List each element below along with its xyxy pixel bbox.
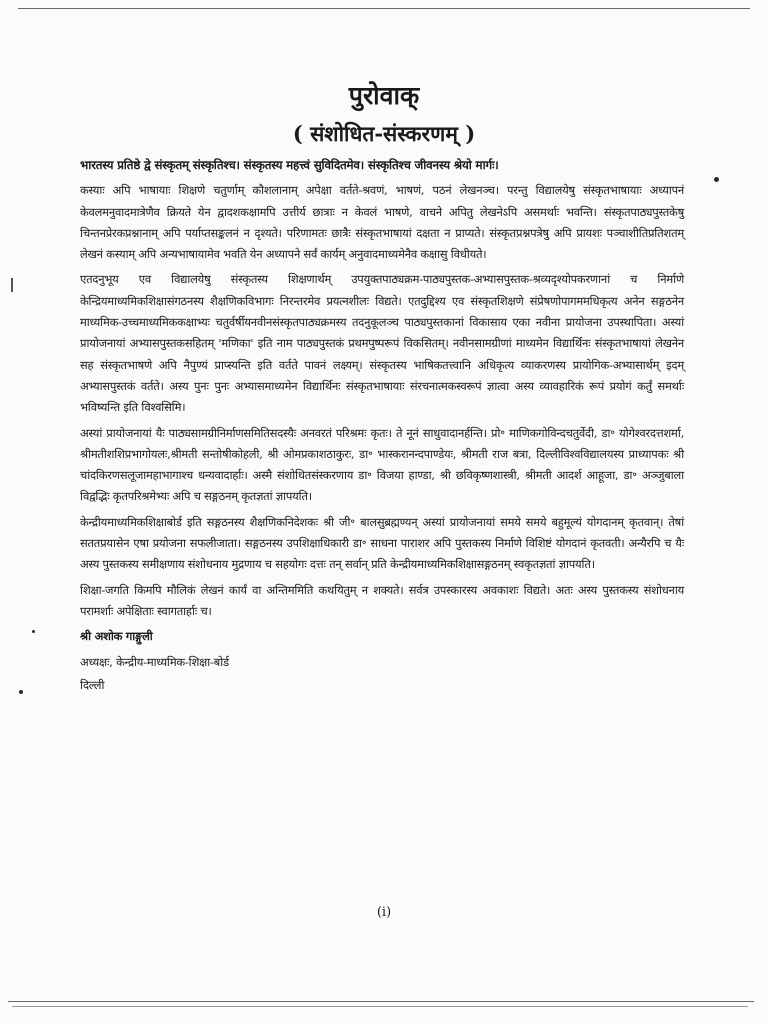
scan-speck	[32, 630, 35, 633]
page-title: पुरोवाक्	[348, 81, 420, 110]
scan-speck	[714, 177, 719, 182]
page-subtitle: ( संशोधित-संस्करणम् )	[292, 121, 476, 146]
margin-mark	[11, 278, 13, 292]
scan-speck	[19, 690, 23, 694]
page-number: (i)	[376, 905, 392, 920]
paragraph: कस्याः अपि भाषायाः शिक्षणे चतुर्णाम् कौशलानाम् अपेक्षा वर्तते-श्रवणं, भाषणं, पठनं लेखनञ्च। परन्तु विद्यालयेषु संस्कृतभाषायाः अध्यापनं केवलमनुवादमात्रेणैव क्रियते येन द्वादशकक्षामपि उत्तीर्य छात्राः न केवलं भाषणे, वाचने अपितु लेखनेऽपि असमर्थाः भवन्ति। संस्कृतपाठ्यपुस्तकेषु चिन्तनप्रेरकप्रश्नानाम् अपि पर्याप्तसङ्कलनं न दृश्यते। परिणामतः छात्रैः संस्कृतभाषायां दक्षता न प्राप्यते। संस्कृतप्रश्नपत्रेषु अपि प्रायशः पञ्चाशीतिप्रतिशतम् लेखनं कस्याम् अपि अन्यभाषायामेव भवति येन अध्यापने सर्वं कार्यम् अनुवादमाध्यमेनैव कक्षासु विधीयते।	[80, 183, 684, 262]
paragraph: अस्यां प्रायोजनायां यैः पाठ्यसामग्रीनिर्माणसमितिसदस्यैः अनवरतं परिश्रमः कृतः। ते नूनं साधुवादानर्हन्ति। प्रो॰ माणिकगोविन्दचतुर्वेदी, डा॰ योगेश्वरदत्तशर्मा, श्रीमतीशशिप्रभागोयलः,श्रीमती सन्तोषीकोहली, श्री ओमप्रकाशठाकुरः, डा॰ भास्करानन्दपाण्डेयः, श्रीमती राज बत्रा, दिल्लीविश्वविद्यालयस्य प्राध्यापकः श्री चांदकिरणसलूजामहाभागाश्च धन्यवादार्हाः। अस्मै संशोधितसंस्करणाय डा॰ विजया हाण्डा, श्री छविकृष्णशास्त्री, श्रीमती आदर्श आहूजा, डा॰ अञ्जुबाला विद्वद्भिः कृतपरिश्रमेभ्यः अपि च सङ्गठनम् कृतज्ञतां ज्ञापयति।	[80, 425, 684, 504]
paragraph: एतदनुभूय एव विद्यालयेषु संस्कृतस्य शिक्षणार्थम् उपयुक्तपाठ्यक्रम-पाठ्यपुस्तक-अभ्यासपुस्तक-श्रव्यदृश्योपकरणानां च निर्माणे केन्द्रियमाध्यमिकशिक्षासंगठनस्य शैक्षणिकविभागः निरन्तरमेव प्रयत्नशीलः विद्यते। एतदुद्दिश्य एव संस्कृतशिक्षणे संप्रेषणोपागममधिकृत्य अनेन सङ्गठनेन माध्यमिक-उच्चमाध्यमिककक्षाभ्यः चतुर्वर्षीयनवीनसंस्कृतपाठ्यक्रमस्य तदनुकूलञ्च पाठ्यपुस्तकानां विकासाय एका नवीना प्रायोजना उपस्थापिता। अस्यां प्रायोजनायां अभ्यासपुस्तकसहितम् 'मणिका' इति नाम पाठ्यपुस्तकं प्रथमपुष्परूपं विकसितम्। नवीनसामग्रीणां माध्यमेन विद्यार्थिनः संस्कृतभाषायां लेखनेन सह संस्कृतभाषणे अपि नैपुण्यं प्राप्स्यन्ति इति वर्तते पावनं लक्ष्यम्। संस्कृतस्य भाषिकतत्त्वानि अधिकृत्य व्याकरणस्य प्रायोगिक-अभ्यासार्थम् इदम् अभ्यासपुस्तकं वर्तते। अस्य पुनः पुनः अभ्यासमाध्यमेन विद्यार्थिनः संस्कृतभाषायाः संरचनात्मकस्वरूपं ज्ञात्वा अस्य व्यावहारिकं रूपं प्रयोगं कर्तुं समर्थाः भविष्यन्ति इति विश्वसिमि।	[80, 272, 684, 415]
signatory-place: दिल्ली	[80, 677, 105, 692]
paragraph: शिक्षा-जगति किमपि मौलिकं लेखनं कार्यं वा अन्तिममिति कथयितुम् न शक्यते। सर्वत्र उपस्कारस्य अवकाशः विद्यते। अतः अस्य पुस्तकस्य संशोधनाय परामर्शाः अपेक्षिताः स्वागतार्हाः च।	[80, 582, 684, 618]
preface-body	[80, 155, 684, 698]
bottom-rule	[8, 1001, 754, 1002]
paragraph: केन्द्रीयमाध्यमिकशिक्षाबोर्ड इति सङ्गठनस्य शैक्षणिकनिदेशकः श्री जी॰ बालसुब्रह्मण्यन् अस्यां प्रायोजनायां समये समये बहुमूल्यं योगदानम् कृतवान्। तेषां सततप्रयासेन एषा प्रयोजना सफलीजाता। सङ्गठनस्य उपशिक्षाधिकारी डा॰ साधना पाराशर अपि पुस्तकस्य निर्माणे विशिष्टं योगदानं कृतवती। अन्यैरपि च यैः अस्य पुस्तकस्य समीक्षणाय संशोधनाय मुद्रणाय च सहयोगः दत्तः तन् सर्वान् प्रति केन्द्रीयमाध्यमिकशिक्षासङ्गठनम् स्वकृतज्ञतां ज्ञापयति।	[80, 514, 684, 572]
bottom-rule-secondary	[12, 1006, 748, 1007]
lead-sentence: भारतस्य प्रतिष्ठे द्वे संस्कृतम् संस्कृतिश्च। संस्कृतस्य महत्त्वं सुविदितमेव। संस्कृतिश्च जीवनस्य श्रेयो मार्गः।	[80, 158, 499, 172]
signatory-name: श्री अशोक गाङ्गुली	[80, 629, 153, 644]
signatory-designation: अध्यक्षः, केन्द्रीय-माध्यमिक-शिक्षा-बोर्ड	[80, 654, 229, 669]
top-rule	[18, 8, 750, 9]
